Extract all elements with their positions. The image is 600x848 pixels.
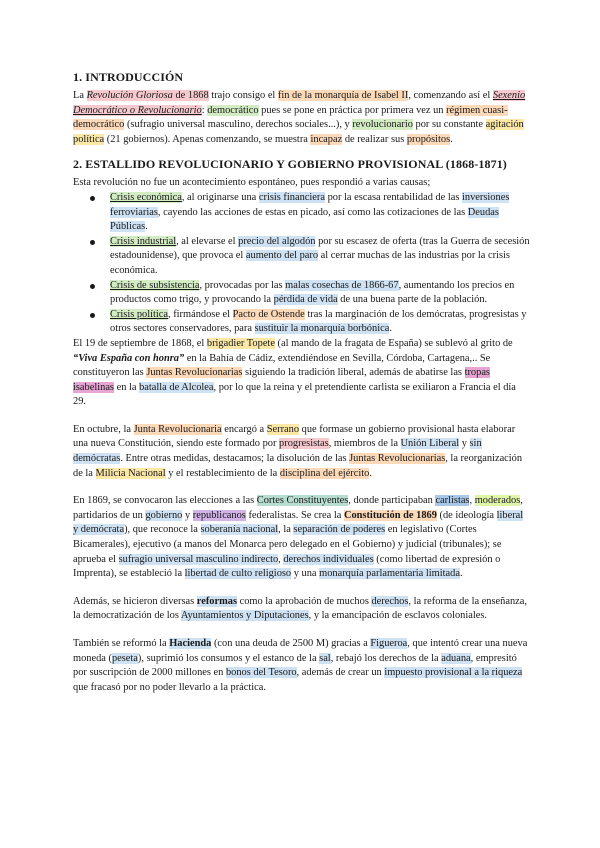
section-title-introduccion: 1. INTRODUCCIÓN [73, 70, 184, 84]
highlight: revolucionario [352, 119, 413, 131]
highlight: Revolución Gloriosa [86, 90, 173, 101]
topete-paragraph: El 19 de septiembre de 1868, el brigadier Topete (al mando de la fragata de España) se sublevó al grito de “Viva España con honra” en la Bahía de Cádiz, extendiéndose en Sevilla, Córdoba, Cartagena,.. Se constituyeron las Juntas Revolucionarias siguiendo la tradición liberal, además de abatirse las tropas isabelinas en la batalla de Alcolea, por lo que la reina y el pretendiente carlista se exiliaron a Francia el día 29. [73, 337, 516, 408]
list-item: Crisis industrial, al elevarse el precio del algodón por su escasez de oferta (tras la Guerra de secesión estadounidense), que provoca el aumento del paro al cerrar muchas de las industrias por la crisis económica. [73, 235, 530, 279]
hacienda-paragraph: También se reformó la Hacienda (con una deuda de 2500 M) gracias a Figueroa, que intentó crear una nueva moneda (peseta), suprimió los consumos y el estanco de la sal, rebajó los derechos de la aduana, empresitó por suscripción de 2000 millones en bonos del Tesoro, además de crear un impuesto provisional a la riqueza que fracasó por no poder llevarlo a la práctica. [73, 638, 528, 693]
highlight: Sexenio Democrático o Revolucionario [73, 90, 526, 116]
highlight: agitación política [73, 119, 524, 145]
reformas-paragraph: Además, se hicieron diversas reformas como la aprobación de muchos derechos, la reforma de la enseñanza, la democratización de los Ayuntamientos y Diputaciones, y la emancipación de esclavos coloniales. [73, 595, 527, 622]
list-item: Crisis económica, al originarse una crisis financiera por la escasa rentabilidad de las inversiones ferroviarias, cayendo las acciones de estas en picado, así como las cotizaciones de las Deudas Públicas. [73, 191, 530, 235]
lead-paragraph: Esta revolución no fue un acontecimiento espontáneo, pues respondió a varias causas; [73, 177, 431, 189]
junta-paragraph: En octubre, la Junta Revolucionaria encargó a Serrano que formase un gobierno provisional hasta elaborar una nueva Constitución, siendo este formado por progresistas, miembros de la Unión Liberal y sin demócratas. Entre otras medidas, destacamos; la disolución de las Juntas Revolucionarias, la reorganización de la Milicia Nacional y el restablecimiento de la disciplina del ejército. [73, 423, 523, 479]
bullet-icon [90, 313, 95, 318]
highlight: fin de la monarquía de Isabel II [277, 90, 409, 101]
highlight: régimen cuasi-democrático [73, 104, 508, 131]
list-item: Crisis de subsistencia, provocadas por las malas cosechas de 1866-67, aumentando los precios en productos como trigo, y provocando la pérdida de vida de una buena parte de la población. [73, 279, 530, 308]
bullet-icon [90, 196, 95, 201]
list-item: Crisis política, firmándose el Pacto de Ostende tras la marginación de los demócratas, progresistas y otros sectores conservadores, para sustituir la monarquía borbónica. [73, 308, 530, 337]
highlight: incapaz [310, 133, 343, 145]
cortes-paragraph: En 1869, se convocaron las elecciones a las Cortes Constituyentes, donde participaban carlistas, moderados, partidarios de un gobierno y republicanos federalistas. Se crea la Constitución de 1869 (de ideología liberal y demócrata), que reconoce la soberanía nacional, la separación de poderes en legislativo (Cortes Bicamerales), ejecutivo (a manos del Monarca pero delegado en el Gobierno) y judicial (tribunales); se aprueba el sufragio universal masculino indirecto, derechos individuales (como libertad de expresión o Imprenta), se estableció la libertad de culto religioso y una monarquía parlamentaria limitada. [73, 495, 524, 580]
causes-list [73, 191, 530, 337]
intro-paragraph: La Revolución Gloriosa de 1868 trajo consigo el fin de la monarquía de Isabel II, comenzando así el Sexenio Democrático o Revolucionario: democrático pues se pone en práctica por primera vez un régimen cuasi-democrático (sufragio universal masculino, derechos sociales...), y revolucionario por su constante agitación política (21 gobiernos). Apenas comenzando, se muestra incapaz de realizar sus propósitos. [73, 90, 526, 145]
section-title-estallido: 2. ESTALLIDO REVOLUCIONARIO Y GOBIERNO PROVISIONAL (1868-1871) [73, 157, 507, 172]
highlight: propósitos [406, 133, 451, 145]
bullet-icon [90, 240, 95, 245]
highlight: 1868 [187, 90, 209, 101]
highlight: democrático [207, 104, 259, 116]
bullet-icon [90, 284, 95, 289]
